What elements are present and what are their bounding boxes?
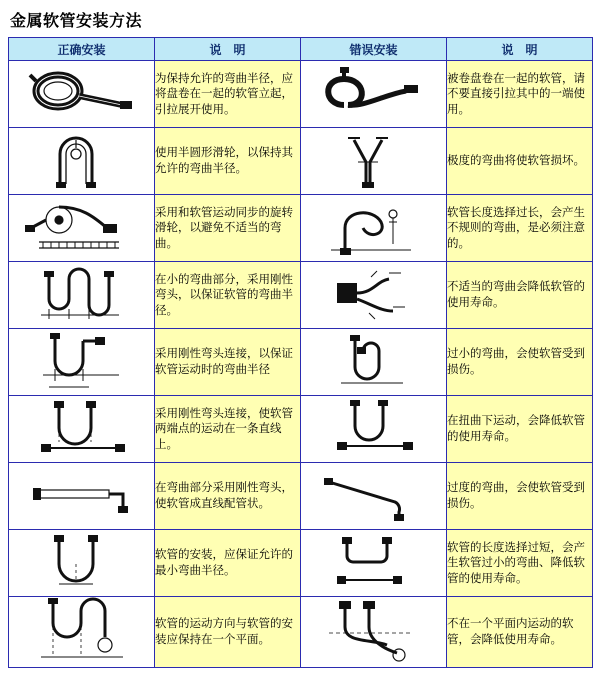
same-plane-motion-icon <box>19 597 145 667</box>
page-title: 金属软管安装方法 <box>10 11 143 30</box>
note-text: 不适当的弯曲会降低软管的使用寿命。 <box>447 262 593 329</box>
u-shape-twist-icon <box>311 398 437 460</box>
figure-over-bend-elbow <box>301 463 447 530</box>
sharp-bend-pulley-icon <box>314 132 434 190</box>
note-text: 使用半圆形滑轮，以保持其允许的弯曲半径。 <box>155 128 301 195</box>
figure-improper-bend-block <box>301 262 447 329</box>
table-body <box>9 61 593 668</box>
too-small-bend-j-icon <box>311 331 437 393</box>
figure-too-small-bend-j <box>301 329 447 396</box>
rigid-elbow-connection-icon <box>19 331 145 393</box>
figure-u-shape-straight-ends <box>9 396 155 463</box>
sync-rotating-pulley-icon <box>19 198 145 258</box>
figure-coiled-hose-pulled <box>301 61 447 128</box>
table-row <box>9 530 593 597</box>
table-row <box>9 61 593 128</box>
note-text: 被卷盘卷在一起的软管，请不要直接引拉其中的一端使用。 <box>447 61 593 128</box>
note-text: 过小的弯曲，会使软管受到损伤。 <box>447 329 593 396</box>
table-row <box>9 329 593 396</box>
figure-rigid-elbow-connection <box>9 329 155 396</box>
header-correct-note: 说 明 <box>155 38 301 61</box>
note-text: 在小的弯曲部分，采用刚性弯头，以保证软管的弯曲半径。 <box>155 262 301 329</box>
header-wrong-install: 错误安装 <box>301 38 447 61</box>
figure-straight-pipe-elbow <box>9 463 155 530</box>
over-bend-elbow-icon <box>311 468 437 524</box>
figure-out-of-plane-motion <box>301 597 447 668</box>
figure-rigid-bend-small-radius <box>9 262 155 329</box>
note-text: 软管长度选择过长，会产生不规则的弯曲，是必须注意的。 <box>447 195 593 262</box>
note-text: 在扭曲下运动，会降低软管的使用寿命。 <box>447 396 593 463</box>
header-wrong-note: 说 明 <box>447 38 593 61</box>
note-text: 软管的运动方向与软管的安装应保持在一个平面。 <box>155 597 301 668</box>
note-text: 软管的长度选择过短，会产生软管过小的弯曲、降低软管的使用寿命。 <box>447 530 593 597</box>
note-text: 极度的弯曲将使软管损坏。 <box>447 128 593 195</box>
improper-bend-block-icon <box>311 265 437 325</box>
note-text: 采用和软管运动同步的旋转滑轮，以避免不适当的弯曲。 <box>155 195 301 262</box>
note-text: 为保持允许的弯曲半径，应将盘卷在一起的软管立起，引拉展开使用。 <box>155 61 301 128</box>
figure-min-bend-radius-u <box>9 530 155 597</box>
table-row <box>9 128 593 195</box>
header-row <box>9 38 593 61</box>
too-long-hose-loop-icon <box>311 198 437 258</box>
figure-u-shape-twist <box>301 396 447 463</box>
figure-same-plane-motion <box>9 597 155 668</box>
installation-methods-table <box>8 37 593 668</box>
out-of-plane-motion-icon <box>311 597 437 667</box>
note-text: 采用刚性弯头连接，以保证软管运动时的弯曲半径 <box>155 329 301 396</box>
figure-too-long-hose-loop <box>301 195 447 262</box>
excess-length-square-icon <box>311 532 437 594</box>
u-shape-straight-ends-icon <box>19 398 145 460</box>
note-text: 不在一个平面内运动的软管，会降低使用寿命。 <box>447 597 593 668</box>
min-bend-radius-u-icon <box>19 532 145 594</box>
figure-semicircular-pulley <box>9 128 155 195</box>
figure-sharp-bend-pulley <box>301 128 447 195</box>
table-header <box>9 38 593 61</box>
table-row <box>9 396 593 463</box>
rigid-bend-small-radius-icon <box>19 265 145 325</box>
table-row <box>9 195 593 262</box>
note-text: 软管的安装，应保证允许的最小弯曲半径。 <box>155 530 301 597</box>
note-text: 在弯曲部分采用刚性弯头，使软管成直线配管状。 <box>155 463 301 530</box>
figure-excess-length-square <box>301 530 447 597</box>
figure-coiled-hose-flat <box>9 61 155 128</box>
note-text: 采用刚性弯头连接，使软管两端点的运动在一条直线上。 <box>155 396 301 463</box>
table-row <box>9 262 593 329</box>
note-text: 过度的弯曲，会使软管受到损伤。 <box>447 463 593 530</box>
table-row <box>9 597 593 668</box>
coiled-hose-flat-icon <box>22 65 142 123</box>
table-row <box>9 463 593 530</box>
coiled-hose-pulled-icon <box>314 65 434 123</box>
straight-pipe-elbow-icon <box>19 468 145 524</box>
figure-sync-rotating-pulley <box>9 195 155 262</box>
header-correct-install: 正确安装 <box>9 38 155 61</box>
semicircular-pulley-icon <box>22 132 142 190</box>
